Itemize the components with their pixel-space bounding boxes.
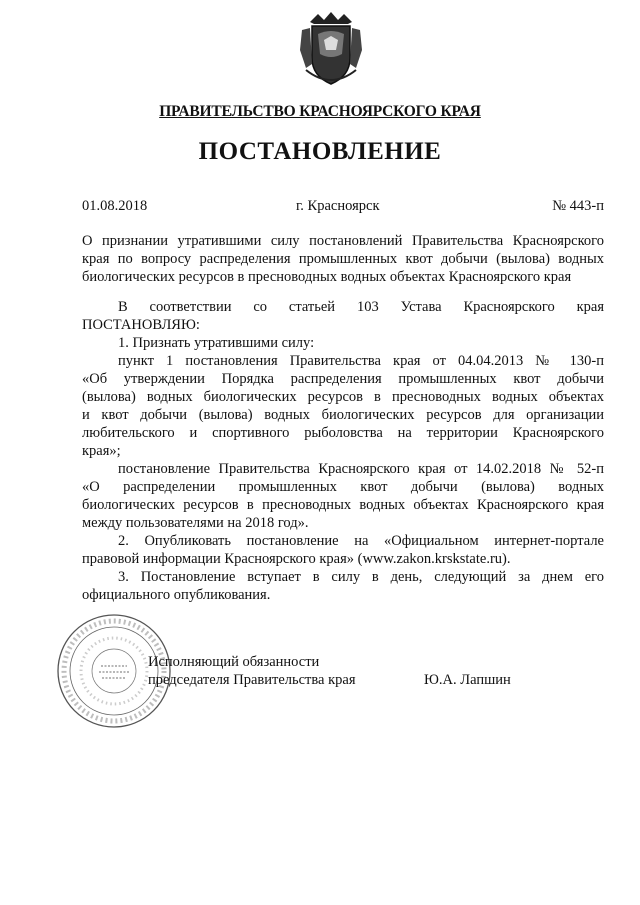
document-body: [82, 298, 604, 604]
body-line: «Об утверждении Порядка распределения промышленных квот добычи: [82, 371, 604, 387]
signatory-position-line2: председателя Правительства края: [148, 672, 356, 688]
body-line: постановление Правительства Красноярского края от 14.02.2018 № 52-п: [118, 461, 604, 477]
body-line: ПОСТАНОВЛЯЮ:: [82, 317, 200, 333]
body-line: между пользователями на 2018 год».: [82, 515, 309, 531]
body-line: биологических ресурсов в пресноводных водных объектах Красноярского края: [82, 497, 604, 513]
body-line: 3. Постановление вступает в силу в день, следующий за днем его: [118, 569, 604, 585]
document-title: [82, 232, 604, 286]
government-name: ПРАВИТЕЛЬСТВО КРАСНОЯРСКОГО КРАЯ: [159, 103, 481, 120]
body-line: официального опубликования.: [82, 587, 271, 603]
document-type: ПОСТАНОВЛЕНИЕ: [198, 138, 442, 165]
body-line: В соответствии со статьей 103 Устава Красноярского края: [118, 299, 604, 315]
title-line: О признании утратившими силу постановлений Правительства Красноярского: [82, 233, 604, 249]
body-line: 1. Признать утратившими силу:: [118, 335, 315, 351]
body-line: 2. Опубликовать постановление на «Официальном интернет-портале: [118, 533, 604, 549]
body-line: края»;: [82, 443, 121, 459]
signatory-position-line1: Исполняющий обязанности: [148, 654, 320, 670]
document-number: № 443-п: [552, 198, 604, 214]
body-line: правовой информации Красноярского края» (www.zakon.krskstate.ru).: [82, 551, 511, 567]
document-date: 01.08.2018: [82, 198, 148, 214]
body-line: пункт 1 постановления Правительства края от 04.04.2013 № 130-п: [118, 353, 604, 369]
title-line: биологических ресурсов в пресноводных водных объектах Красноярского края: [82, 269, 572, 285]
official-round-stamp-icon: [55, 612, 173, 730]
body-line: и квот добычи (вылова) водных биологических ресурсов для организации: [82, 407, 604, 423]
document-city: г. Красноярск: [296, 198, 380, 214]
title-line: края по вопросу распределения промышленных квот добычи (вылова) водных: [82, 251, 604, 267]
body-line: «О распределении промышленных квот добычи (вылова) водных: [82, 479, 604, 495]
krasnoyarsk-coat-of-arms-icon: [296, 10, 366, 88]
body-line: любительского и спортивного рыболовства на территории Красноярского: [82, 425, 604, 441]
body-line: (вылова) водных биологических ресурсов в пресноводных водных объектах: [82, 389, 604, 405]
signatory-name: Ю.А. Лапшин: [424, 672, 511, 688]
